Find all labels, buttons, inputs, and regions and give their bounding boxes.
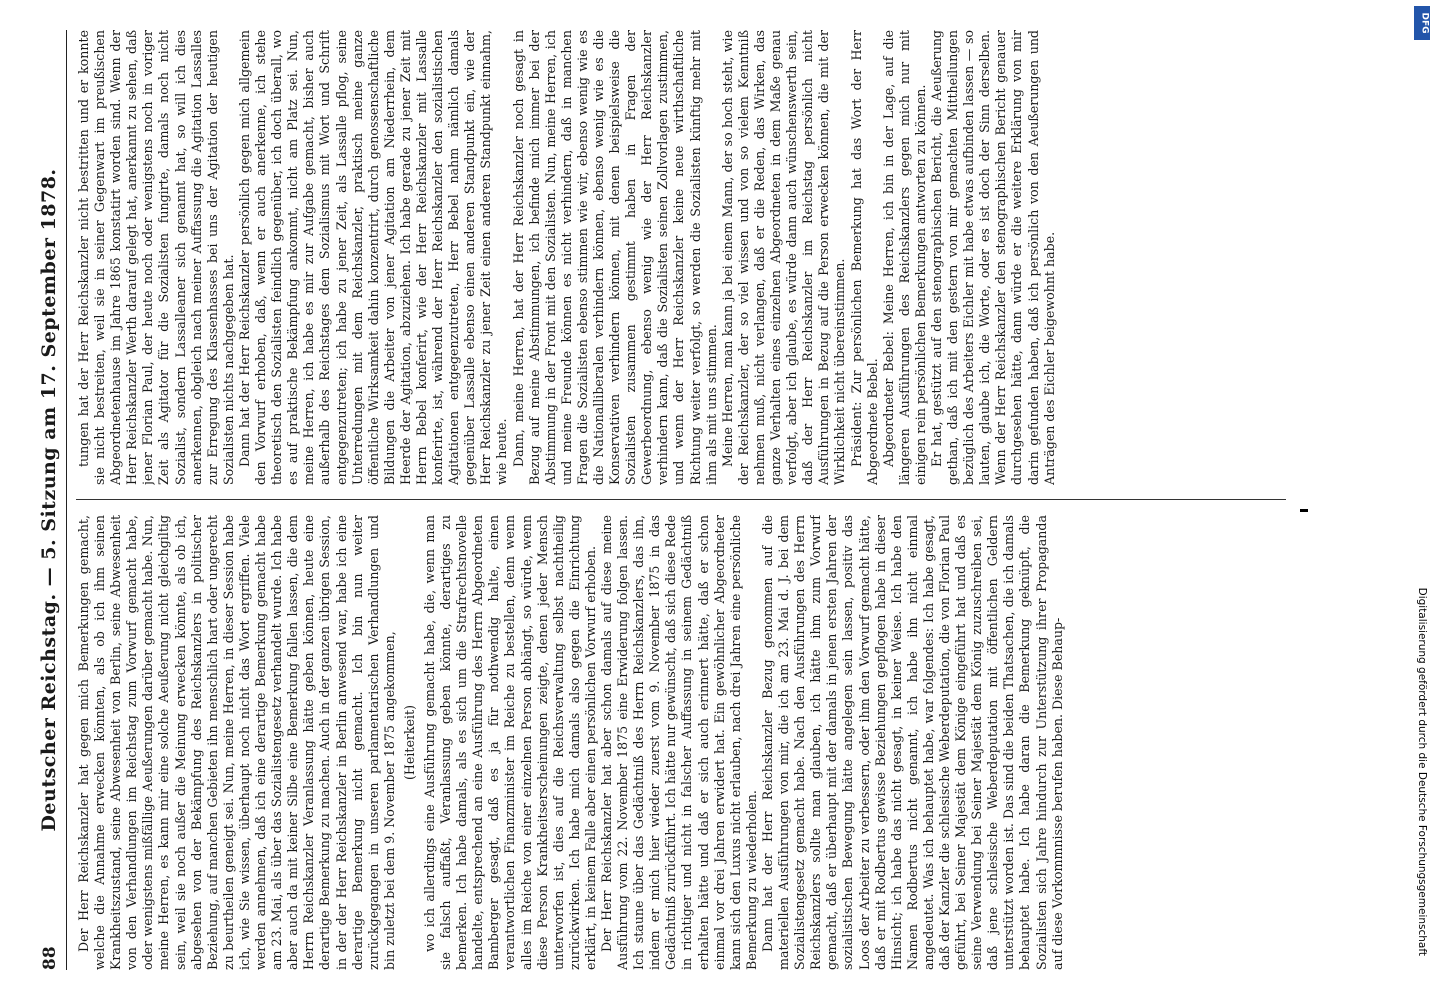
page-header — [36, 30, 67, 970]
paragraph: tungen hat der Herr Reichskanzler nicht bestritten und er konnte sie nicht bestreiten, weil sie in seiner Gegenwart im preußischen Abgeordnetenhause im Jahre 1865 konstatirt worden sind. Wenn der Herr Reichskanzler Werth darauf gelegt hat, anerkannt zu sehen, daß jener Florian Paul, der heute noch oder wenigstens noch in voriger Zeit als Agitator für die Sozialisten fungirte, damals noch nicht Sozialist, sondern Lassalleaner sich genannt hat, so will ich dies anerkennen, obgleich nach meiner Auffassung die Agitation Lassalles zur Erregung des Klassenhasses bei uns der Agitation der heutigen Sozialisten nichts nachgegeben hat. — [76, 30, 236, 485]
scan-mark — [1300, 509, 1308, 512]
column-divider — [76, 499, 1286, 500]
paragraph: Meine Herren, man kann ja bei einem Mann, der so hoch steht, wie der Reichskanzler, der so viel wissen und von so vielem Kenntniß nehmen muß, nicht verlangen, daß er die Reden, das Wirken, das ganze Verhalten eines einzelnen Abgeordneten in dem Maße genau verfolgt, aber ich glaube, es würde dann auch wünschenswerth sein, daß der Herr Reichskanzler im Reichstag persönlich nicht Ausführungen in Bezug auf die Person erwecken können, die mit der Wirklichkeit nicht übereinstimmen. — [719, 30, 848, 485]
paragraph: Der Herr Reichskanzler hat aber schon damals auf diese meine Ausführung vom 22. November 1875 eine Erwiderung folgen lassen. Ich staune über das Gedächtniß des Herrn Reichskanzlers, das ihn, indem er mich hier wieder zuerst vom 9. November 1875 in das Gedächtniß zurückführt. Ich hätte nur gewünscht, daß sich diese Rede in richtiger und nicht in falscher Auffassung in seinem Gedächtniß erhalten hätte und daß er sich auch erinnert hätte, daß er schon einmal vor drei Jahren erwidert hat. Ein gewöhnlicher Abgeordneter kann sich den Luxus nicht erlauben, nach drei Jahren eine persönliche Bemerkung zu wiederholen. — [599, 515, 759, 970]
dfg-logo-text: DFG — [1419, 12, 1430, 34]
digitization-notice: Digitalisierung gefördert durch die Deutsche Forschungsgemeinschaft — [1416, 587, 1428, 956]
paragraph: Dann hat der Herr Reichskanzler Bezug genommen auf die materiellen Ausführungen von mir, die ich am 23. Mai d. J. bei dem Sozialistengesetz gemacht habe. Nach den Ausführungen des Herrn Reichskanzlers sollte man glauben, ich hätte ihm zum Vorwurf gemacht, daß er überhaupt mit der damals in jenen ersten Jahren der sozialistischen Bewegung hätte angelegen sein lassen, positiv das Loos der Arbeiter zu verbessern, oder ihm den Vorwurf gemacht hätte, daß er mit Rodbertus gewisse Beziehungen gepflogen habe in dieser Hinsicht; ich habe das nicht gesagt, in keiner Weise. Ich habe den Namen Rodbertus nicht genannt, ich habe ihn nicht einmal angedeutet. Was ich behauptet habe, war folgendes: Ich habe gesagt, daß der Kanzler die schlesische Weberdeputation, die von Florian Paul geführt, bei Seiner Majestät dem Könige eingeführt hat und daß es seine Verwendung bei Seiner Majestät dem König zuzuschreiben sei, daß jene schlesische Weberdeputation mit öffentlichen Geldern unterstützt worden ist. Das sind die beiden Thatsachen, die ich damals behauptet habe. Ich habe daran die Bemerkung geknüpft, die Sozialisten sich Jahre hindurch zur Unterstützung ihrer Propaganda auf diese Vorkommnisse berufen haben. Diese Behaup- — [759, 515, 1065, 970]
speaker-paragraph: Präsident: Zur persönlichen Bemerkung hat das Wort der Herr Abgeordnete Bebel. — [848, 30, 880, 485]
paragraph: Dann, meine Herren, hat der Herr Reichskanzler noch gesagt in Bezug auf meine Abstimmungen, ich befinde mich immer bei der Abstimmung in der Front mit den Sozialisten. Nun, meine Herren, ich und meine Freunde können es nicht verhindern, daß in manchen Fragen die Sozialisten ebenso stimmen wie wir, ebenso wenig wie es die Nationalliberalen verhindern können, ebenso wenig wie es die Konservativen verhindern können, mit denen beispielsweise die Sozialisten zusammen gestimmt haben in Fragen der Gewerbeordnung, ebenso wenig wie der Herr Reichskanzler verhindern kann, daß die Sozialisten seinen Zollvorlagen zustimmen, und wenn der Herr Reichskanzler keine neue wirthschaftliche Richtung weiter verfolgt, so werden die Sozialisten künftig mehr mit ihm als mit uns stimmen. — [510, 30, 719, 485]
interjection: (Heiterkeit) — [401, 705, 417, 780]
left-column — [76, 515, 1286, 970]
speaker-paragraph: Abgeordneter Bebel: Meine Herren, ich bin in der Lage, auf die längeren Ausführungen des Reichskanzlers gegen mich nur mit einigen rein persönlichen Bemerkungen antworten zu können. — [880, 30, 928, 485]
running-title: Deutscher Reichstag. — 5. Sitzung am 17. September 1878. — [38, 168, 60, 832]
paragraph: wo ich allerdings eine Ausführung gemacht habe, die, wenn man sie falsch auffaßt, Veranlassung geben könnte, derartiges zu bemerken. Ich habe damals, als es sich um die Strafrechtsnovelle handelte, entsprechend an eine Ausführung des Herrn Abgeordneten Bamberger gesagt, daß es ja für nothwendig halte, einen verantwortlichen Finanzminister im Reiche zu bestellen, denn wenn alles im Reiche von einer einzelnen Person abhängt, so würde, wenn diese Person Krankheitserscheinungen zeigte, denen jeder Mensch unterworfen ist, dies auf die Reichsverwaltung selbst nachtheilig zurückwirken. Ich habe mich damals also gegen die Einrichtung erklärt, in keinem Falle aber einen persönlichen Vorwurf erhoben. — [421, 515, 598, 970]
paragraph: Er hat, gestützt auf den stenographischen Bericht, die Aeußerung gethan, daß ich mit den gestern von mir gemachten Mittheilungen bezüglich des Arbeiters Eichler mit habe etwas aufbinden lassen — so lauten, glaube ich, die Worte, oder es ist doch der Sinn derselben. Wenn der Herr Reichskanzler den stenographischen Bericht genauer durchgesehen hätte, dann würde er die weitere Erklärung von mir darin gefunden haben, daß ich persönlich von den Aeußerungen und Anträgen des Eichler beigewohnt habe. — [928, 30, 1057, 485]
digitization-strip — [1412, 0, 1432, 1000]
dfg-logo — [1414, 6, 1430, 40]
page-number: 88 — [40, 946, 60, 970]
right-column — [76, 30, 1286, 485]
paragraph: Der Herr Reichskanzler hat gegen mich Bemerkungen gemacht, welche die Annahme erwecken könnten, als ob ich ihm seinen Krankheitszustand, seine Abwesenheit von Berlin, seine Abwesenheit von den Verhandlungen im Reichstag zum Vorwurf gemacht habe, oder wenigstens mißfällige Aeußerungen darüber gemacht habe. Nun, meine Herren, es kann mir eine solche Aeußerung nicht gleichgiltig sein, weil sie noch außer die Meinung erwecken könnte, als ob ich, abgesehen von der Bekämpfung des Reichskanzlers in politischer Beziehung, auf manchen Gebieten ihn menschlich hart oder ungerecht zu beurtheilen geneigt sei. Nun, meine Herren, in dieser Session habe ich, wie Sie wissen, überhaupt noch nicht das Wort ergriffen. Viele werden annehmen, daß ich eine derartige Bemerkung gemacht habe am 23. Mai, als über das Sozialistengesetz verhandelt wurde. Ich habe aber auch da mit keiner Silbe eine Bemerkung fallen lassen, die dem Herrn Reichskanzler Veranlassung hätte geben können, heute eine derartige Bemerkung zu machen. Auch in der ganzen übrigen Session, in der der Herr Reichskanzler in Berlin anwesend war, habe ich eine derartige Bemerkung nicht gemacht. Ich bin nun weiter zurückgegangen in unseren parlamentarischen Verhandlungen und bin zuletzt bei dem 9. November 1875 angekommen, — [76, 515, 397, 970]
paragraph: Dann hat der Herr Reichskanzler persönlich gegen mich allgemein den Vorwurf erhoben, daß, wenn er auch anerkenne, ich stehe theoretisch den Sozialisten feindlich gegenüber, ich doch überall, wo es auf praktische Bekämpfung ankommt, nicht am Platz sei. Nun, meine Herren, ich habe es mir zur Aufgabe gemacht, bisher auch außerhalb des Reichstages dem Sozialismus mit Wort und Schrift entgegenzutreten; ich habe zu jener Zeit, als Lassalle pflog, seine Unterredungen mit dem Reichskanzler, praktisch meine ganze öffentliche Wirksamkeit dahin konzentrirt, durch genossenschaftliche Bildungen die Arbeiter von jener Agitation am Niederrhein, dem Heerde der Agitation, abzuziehen. Ich habe gerade zu jener Zeit mit Herrn Bebel konferirt, wie der Herr Reichskanzler mit Lassalle konferirte, ist, während der Herr Reichskanzler den sozialistischen Agitationen entgegenzutreten, Herr Bebel nahm nämlich damals gegenüber Lassalle ebenso einen anderen Standpunkt ein, wie der Herr Reichskanzler zu jener Zeit einen anderen Standpunkt einnahm, wie heute. — [236, 30, 510, 485]
